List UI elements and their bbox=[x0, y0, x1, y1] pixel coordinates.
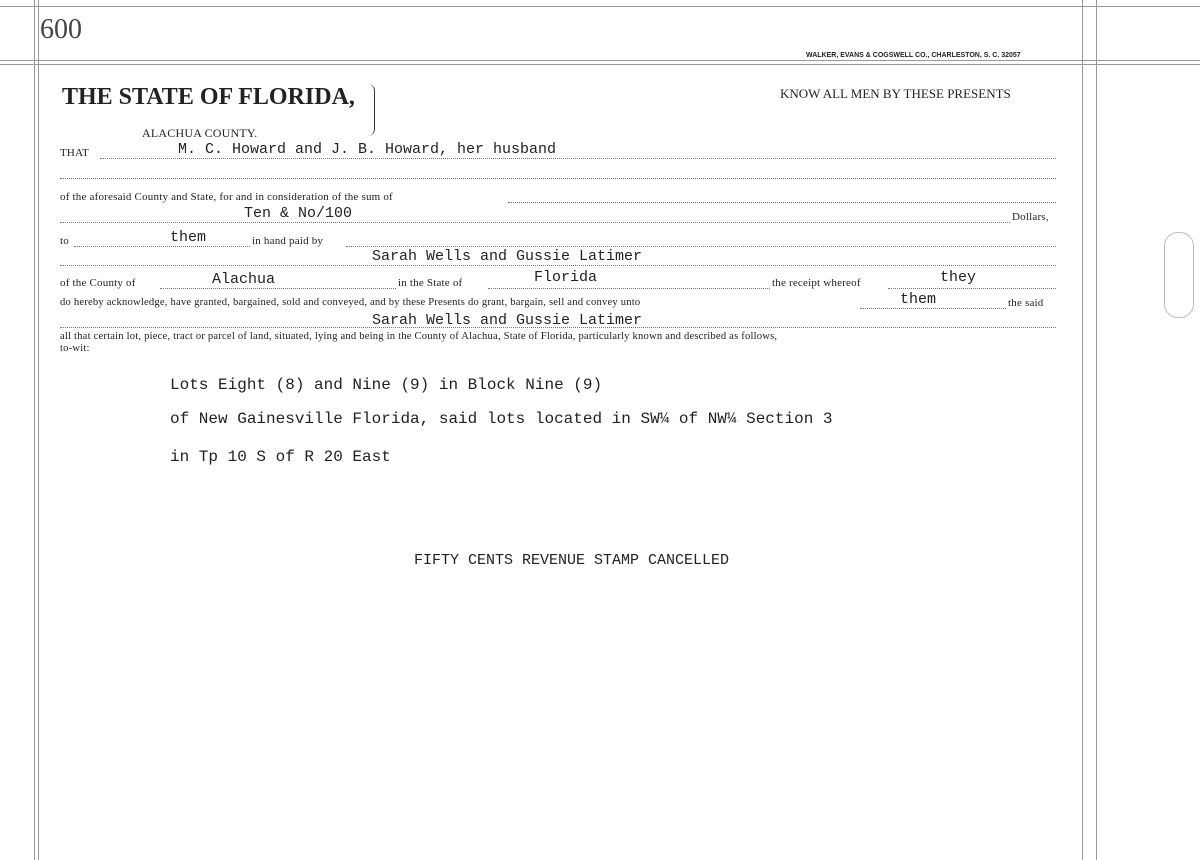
paid-by-line bbox=[346, 246, 1056, 247]
revenue-stamp-note: FIFTY CENTS REVENUE STAMP CANCELLED bbox=[414, 552, 730, 569]
typed-sum: Ten & No/100 bbox=[244, 205, 353, 222]
left-margin-rule bbox=[34, 0, 35, 860]
blank-line-1 bbox=[60, 178, 1056, 179]
binding-hole-mark bbox=[1164, 232, 1194, 318]
typed-paid-by: Sarah Wells and Gussie Latimer bbox=[372, 248, 643, 265]
header-rule bbox=[0, 60, 1200, 61]
label-receipt: the receipt whereof bbox=[772, 277, 861, 289]
left-margin-rule-inner bbox=[38, 0, 39, 860]
typed-grantors: M. C. Howard and J. B. Howard, her husband bbox=[178, 141, 557, 158]
to-line bbox=[74, 246, 250, 247]
label-aforesaid: of the aforesaid County and State, for and in consideration of the sum of bbox=[60, 191, 393, 203]
aforesaid-line bbox=[508, 202, 1056, 203]
label-to-wit: to-wit: bbox=[60, 343, 90, 354]
label-in-state: in the State of bbox=[398, 277, 463, 289]
description-line-2: of New Gainesville Florida, said lots located in SW¼ of NW¼ Section 3 bbox=[170, 410, 833, 428]
printer-credit: WALKER, EVANS & COGSWELL CO., CHARLESTON, S. C. 32057 bbox=[806, 52, 1021, 59]
right-margin-rule bbox=[1082, 0, 1083, 860]
grantor-line bbox=[100, 158, 1056, 159]
unto-line bbox=[860, 308, 1006, 309]
description-line-3: in Tp 10 S of R 20 East bbox=[170, 448, 391, 466]
county-line bbox=[160, 288, 396, 289]
top-rule bbox=[0, 6, 1200, 7]
label-in-hand: in hand paid by bbox=[252, 235, 324, 247]
header-rule-2 bbox=[0, 64, 1200, 65]
typed-receipt-by: they bbox=[940, 269, 977, 286]
typed-grantees: Sarah Wells and Gussie Latimer bbox=[372, 312, 643, 329]
label-the-said: the said bbox=[1008, 297, 1044, 309]
receipt-line bbox=[888, 288, 1056, 289]
county-heading: ALACHUA COUNTY. bbox=[142, 126, 258, 140]
typed-county: Alachua bbox=[212, 271, 276, 288]
page-number: 600 bbox=[40, 14, 82, 45]
label-dollars: Dollars, bbox=[1012, 211, 1049, 223]
right-margin-rule-outer bbox=[1096, 0, 1097, 860]
paid-by-line-2 bbox=[60, 265, 1056, 266]
typed-state: Florida bbox=[534, 269, 598, 286]
typed-unto: them bbox=[900, 291, 937, 308]
sum-line bbox=[60, 222, 1010, 223]
label-to: to bbox=[60, 235, 69, 247]
description-line-1: Lots Eight (8) and Nine (9) in Block Nine (9) bbox=[170, 376, 603, 394]
label-of-county: of the County of bbox=[60, 277, 136, 289]
typed-to-whom: them bbox=[170, 229, 207, 246]
know-all-men: KNOW ALL MEN BY THESE PRESENTS bbox=[780, 86, 1011, 101]
heading-brace bbox=[368, 84, 375, 136]
label-all-that: all that certain lot, piece, tract or parcel of land, situated, lying and being in the County of Alachua, State of Florida, particularly known and described as follows, bbox=[60, 331, 778, 342]
label-that: THAT bbox=[60, 147, 89, 159]
state-line bbox=[488, 288, 770, 289]
state-heading: THE STATE OF FLORIDA, bbox=[62, 84, 355, 110]
grantees-line bbox=[60, 327, 1056, 328]
label-acknowledge: do hereby acknowledge, have granted, bargained, sold and conveyed, and by these Presents do grant, bargain, sell and convey unto bbox=[60, 297, 641, 308]
